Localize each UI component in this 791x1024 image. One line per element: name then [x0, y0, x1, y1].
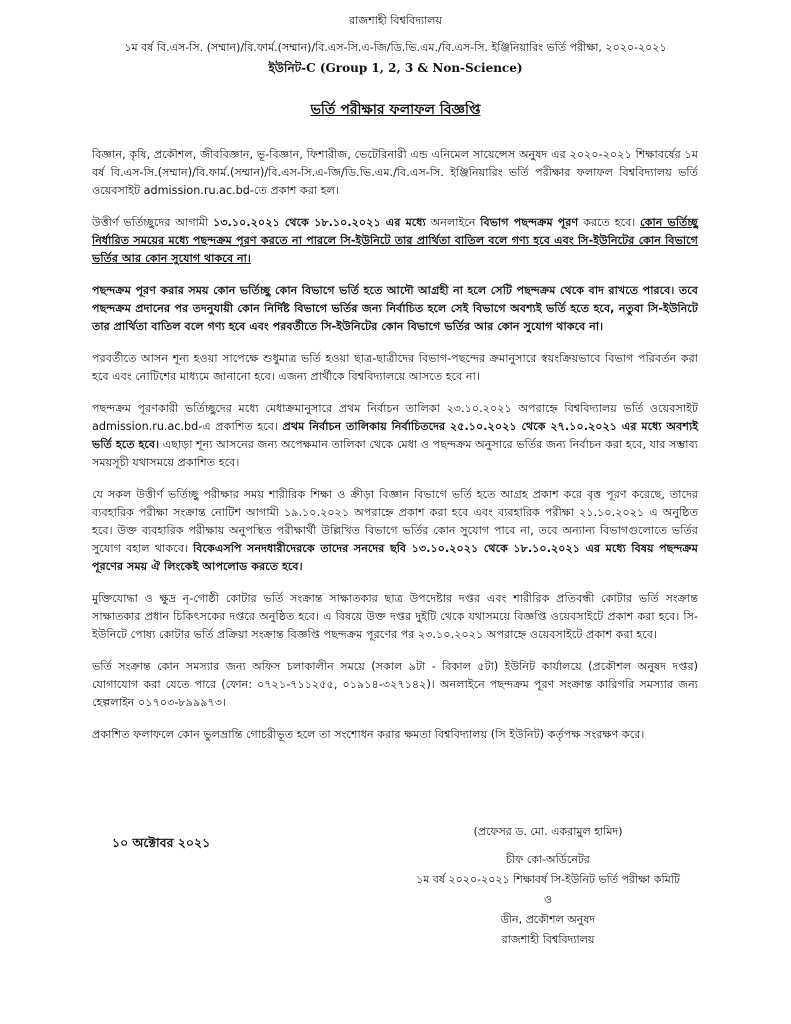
- paragraph-text: উত্তীর্ণ ভর্তিচ্ছুদের আগামী: [92, 216, 214, 229]
- paragraph-6: [92, 486, 698, 576]
- paragraph-text: পরবর্তীতে আসন শূন্য হওয়া সাপেক্ষে শুধুমাত্র ভর্তি হওয়া ছাত্র-ছাত্রীদের বিভাগ-পছন্দের ক্রমানুসারে স্বয়ংক্রিয়ভাবে বিভাগ পরিবর্তন করা হবে এবং নোটিশের মাধ্যমে জানানো হবে। এজন্য প্রার্থীকে বিশ্ববিদ্যালয়ে আসতে হবে না।: [92, 352, 698, 383]
- paragraph-text: মুক্তিযোদ্ধা ও ক্ষুদ্র নৃ-গোষ্ঠী কোটার ভর্তি সংক্রান্ত সাক্ষাতকার ছাত্র উপদেষ্টার দপ্তর এবং শারীরিক প্রতিবন্ধী কোটার ভর্তি সংক্রান্ত সাক্ষাতকার প্রধান চিকিৎসকের দপ্তরে অনুষ্ঠিত হবে। এ বিষয়ে উক্ত দপ্তর দুইটি থেকে যথাসময়ে বিজ্ঞপ্তি ওয়েবসাইটে প্রকাশ করা হবে। সি-ইউনিটে পোষ্য কোটার ভর্তি প্রক্রিয়া সংক্রান্ত বিজ্ঞপ্তি পছন্দক্রম পূরণের পর ২৩.১০.২০২১ অপরাহ্নে ওয়েবসাইটে প্রকাশ করা হবে।: [92, 592, 698, 641]
- paragraph-8: [92, 658, 698, 712]
- bold-text: প্রথম নির্বাচন তালিকায় নির্বাচিতদের ২৫.১০.২০২১ থেকে ২৭.১০.২০২১ এর মধ্যে অবশ্যই ভর্তি হতে হবে।: [92, 420, 699, 451]
- bold-text: ১৩.১০.২০২১ থেকে ১৮.১০.২০২১ এর মধ্যে: [213, 216, 426, 229]
- paragraph-text: বিজ্ঞান, কৃষি, প্রকৌশল, জীববিজ্ঞান, ভূ-বিজ্ঞান, ফিশারীজ, ভেটেরিনারী এন্ড এনিমেল সায়েন্সেস অনুষদ এর ২০২০-২০২১ শিক্ষাবর্ষের ১ম বর্ষ বি.এস-সি.(সম্মান)/বি.ফার্ম.(সম্মান)/বি.এস-সি.এ-জি/ডি.ভি.এম./বি.এস-সি. ইঞ্জিনিয়ারিং ভর্তি পরীক্ষার ফলাফল বিশ্ববিদ্যালয় ভর্তি ওয়েবসাইট admission.ru.ac.bd-তে প্রকাশ করা হল।: [92, 148, 698, 197]
- paragraph-2: [92, 214, 698, 268]
- paragraph-1: [92, 146, 698, 200]
- paragraph-5: [92, 400, 698, 472]
- paragraph-text: যে সকল উত্তীর্ণ ভর্তিচ্ছু পরীক্ষার সময় শারীরিক শিক্ষা ও ক্রীড়া বিজ্ঞান বিভাগে ভর্তি হতে আগ্রহ প্রকাশ করে বৃত্ত পূরণ করেছে, তাদের ব্যবহারিক পরীক্ষা সংক্রান্ত নোটিশ আগামী ১৯.১০.২০২১ অপরাহ্নে প্রকাশ করা হবে এবং ব্যবহারিক পরীক্ষা ২১.১০.২০২১ এ অনুষ্ঠিত হবে। উক্ত ব্যবহারিক পরীক্ষায় অনুপস্থিত পরীক্ষার্থী উল্লিখিত বিভাগে ভর্তির কোন সুযোগ পাবে না, তবে অন্যান্য বিভাগগুলোতে ভর্তির সুযোগ বহাল থাকবে।: [92, 488, 698, 555]
- paragraph-text: এছাড়া শূন্য আসনের জন্য অপেক্ষমান তালিকা থেকে মেধা ও পছন্দক্রম অনুসারে ভর্তির জন্য নির্বাচন করা হবে, যার সম্ভাব্য সময়সূচী যথাসময়ে প্রকাশিত হবে।: [92, 438, 698, 469]
- paragraph-text: ভর্তি সংক্রান্ত কোন সমস্যার জন্য অফিস চলাকালীন সময়ে (সকাল ৯টা - বিকাল ৫টা) ইউনিট কার্যালয়ে (প্রকৌশল অনুষদ দপ্তর) যোগাযোগ করা যেতে পারে (ফোন: ০৭২১-৭১১২৫৫, ০১৯১৪-৩২৭১৪২)। অনলাইনে পছন্দক্রম পূরণ সংক্রান্ত কারিগরি সমস্যার জন্য হেল্পলাইন ০১৭০৩-৮৯৯৯৭৩।: [92, 660, 698, 709]
- paragraph-text: পছন্দক্রম পূরণকারী ভর্তিচ্ছুদের মধ্যে মেধাক্রমানুসারে প্রথম নির্বাচন তালিকা ২৩.১০.২০২১ অপরাহ্নে বিশ্ববিদ্যালয় ভর্তি ওয়েবসাইট admission.ru.ac.bd-এ প্রকাশিত হবে।: [92, 402, 698, 433]
- notice-header: [0, 12, 791, 77]
- signatory-second-designation: ডীন, প্রকৌশল অনুষদ: [500, 913, 596, 926]
- header-exam-line: ১ম বর্ষ বি.এস-সি. (সম্মান)/বি.ফার্ম.(সম্মান)/বি.এস-সি.এ-জি/ডি.ভি.এম./বি.এস-সি. ইঞ্জিনিয়ারিং ভর্তি পরীক্ষা, ২০২০-২০২১: [124, 41, 667, 54]
- header-university: রাজশাহী বিশ্ববিদ্যালয়: [349, 14, 442, 27]
- paragraph-text: অনলাইনে: [425, 216, 481, 229]
- bold-text: পছন্দক্রম পূরণ করার সময় কোন ভর্তিচ্ছু কোন বিভাগে ভর্তি হতে আদৌ আগ্রহী না হলে সেটি পছন্দক্রম থেকে বাদ রাখতে পারবে। তবে পছন্দক্রম প্রদানের পর তদনুযায়ী কোন নির্দিষ্ট বিভাগে ভর্তির জন্য নির্বাচিত হলে সেই বিভাগে অবশ্যই ভর্তি হতে হবে, নতুবা সি-ইউনিটে তার প্রার্থিতা বাতিল বলে গণ্য হবে এবং পরবর্তীতে সি-ইউনিটের কোন বিভাগে ভর্তির আর কোন সুযোগ থাকবে না।: [92, 284, 698, 333]
- paragraph-3: [92, 282, 698, 336]
- paragraph-text: প্রকাশিত ফলাফলে কোন ভুলভ্রান্তি গোচরীভূত হলে তা সংশোধন করার ক্ষমতা বিশ্ববিদ্যালয় (সি ইউনিট) কর্তৃপক্ষ সংরক্ষণ করে।: [92, 728, 645, 741]
- bold-text: বিকেএসপি সনদধারীদেরকে তাদের সনদের ছবি ১৩.১০.২০২১ থেকে ১৮.১০.২০২১ এর মধ্যে বিষয় পছন্দক্রম পূরণের সময় ঐ লিংকেই আপলোড করতে হবে।: [92, 542, 698, 573]
- header-unit-line: ইউনিট-C (Group 1, 2, 3 & Non-Science): [268, 61, 523, 75]
- paragraph-7: [92, 590, 698, 644]
- signature-conjunction: ও: [543, 893, 553, 906]
- paragraph-4: [92, 350, 698, 386]
- signatory-designation: চীফ কো-অর্ডিনেটর: [506, 853, 590, 866]
- underlined-bold-text: কোন ভর্তিচ্ছু নির্ধারিত সময়ের মধ্যে পছন্দক্রম পূরণ করতে না পারলে সি-ইউনিটে তার প্রার্থিতা বাতিল বলে গণ্য হবে এবং সি-ইউনিটের কোন বিভাগে ভর্তির আর কোন সুযোগ থাকবে না।: [92, 216, 699, 265]
- committee-name: ১ম বর্ষ ২০২০-২০২১ শিক্ষাবর্ষ সি-ইউনিট ভর্তি পরীক্ষা কমিটি: [416, 873, 680, 886]
- bold-text: বিভাগ পছন্দক্রম পূরণ: [480, 216, 579, 229]
- notice-title: [0, 100, 791, 120]
- notice-body: [92, 146, 698, 758]
- signatory-institution: রাজশাহী বিশ্ববিদ্যালয়: [501, 933, 595, 946]
- signature-block: [398, 822, 698, 950]
- notice-date: ১০ অক্টোবর ২০২১: [112, 835, 211, 850]
- signatory-name: (প্রফেসর ড. মো. একরামুল হামিদ): [473, 825, 623, 838]
- notice-title-text: ভর্তি পরীক্ষার ফলাফল বিজ্ঞপ্তি: [310, 102, 481, 118]
- paragraph-text: করতে হবে।: [578, 216, 641, 229]
- paragraph-9: [92, 726, 698, 744]
